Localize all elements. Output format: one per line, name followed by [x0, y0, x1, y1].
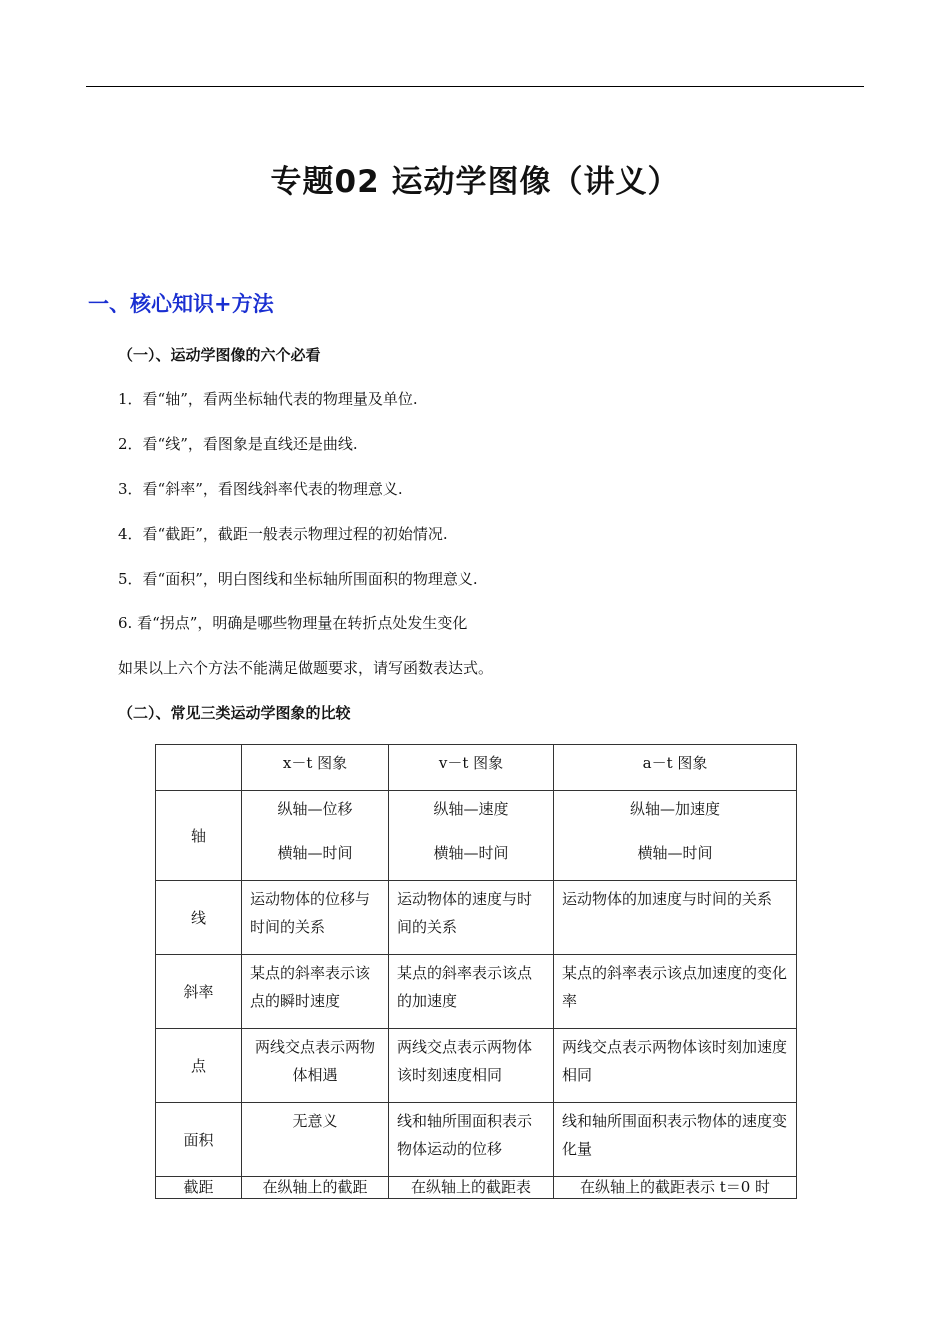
table-cell: 运动物体的加速度与时间的关系 — [554, 881, 797, 955]
table-header-cell: x－t 图象 — [242, 745, 389, 791]
table-header-row — [156, 745, 797, 791]
table-row — [156, 1177, 797, 1199]
table-cell: 某点的斜率表示该点的加速度 — [389, 955, 554, 1029]
table-cell: 某点的斜率表示该点的瞬时速度 — [242, 955, 389, 1029]
list-item: 3．看“斜率”，看图线斜率代表的物理意义. — [118, 480, 403, 498]
table-cell: 某点的斜率表示该点加速度的变化率 — [554, 955, 797, 1029]
row-label: 面积 — [156, 1103, 242, 1177]
list-item: 6. 看“拐点”，明确是哪些物理量在转折点处发生变化 — [118, 614, 468, 632]
table-header-cell: a－t 图象 — [554, 745, 797, 791]
table-cell: 在纵轴上的截距表示 t＝0 时 — [554, 1177, 797, 1199]
table-cell: 运动物体的速度与时间的关系 — [389, 881, 554, 955]
table-cell: 线和轴所围面积表示物体运动的位移 — [389, 1103, 554, 1177]
list-item: 如果以上六个方法不能满足做题要求，请写函数表达式。 — [118, 659, 494, 677]
table-cell: 纵轴—速度 横轴—时间 — [389, 791, 554, 881]
table-cell: 纵轴—加速度 横轴—时间 — [554, 791, 797, 881]
list-item: 5．看“面积”，明白图线和坐标轴所围面积的物理意义. — [118, 570, 478, 588]
row-label: 点 — [156, 1029, 242, 1103]
subheading-six-checks: （一）、运动学图像的六个必看 — [118, 346, 321, 364]
table-cell: 两线交点表示两物体相遇 — [242, 1029, 389, 1103]
table-cell: 纵轴—位移 横轴—时间 — [242, 791, 389, 881]
table-row — [156, 955, 797, 1029]
row-label: 轴 — [156, 791, 242, 881]
table-row — [156, 1103, 797, 1177]
table-row — [156, 881, 797, 955]
table-row — [156, 791, 797, 881]
table-header-cell — [156, 745, 242, 791]
table-cell: 在纵轴上的截距 — [242, 1177, 389, 1199]
table-cell: 两线交点表示两物体该时刻加速度相同 — [554, 1029, 797, 1103]
list-item: 1．看“轴”，看两坐标轴代表的物理量及单位. — [118, 390, 418, 408]
row-label: 截距 — [156, 1177, 242, 1199]
row-label: 线 — [156, 881, 242, 955]
table-row — [156, 1029, 797, 1103]
comparison-table — [155, 744, 797, 1199]
table-header-cell: v－t 图象 — [389, 745, 554, 791]
table-cell: 线和轴所围面积表示物体的速度变化量 — [554, 1103, 797, 1177]
subheading-comparison: （二）、常见三类运动学图象的比较 — [118, 704, 351, 722]
table-cell: 在纵轴上的截距表 — [389, 1177, 554, 1199]
table-cell: 无意义 — [242, 1103, 389, 1177]
table-cell: 运动物体的位移与时间的关系 — [242, 881, 389, 955]
table-cell: 两线交点表示两物体该时刻速度相同 — [389, 1029, 554, 1103]
list-item: 4．看“截距”，截距一般表示物理过程的初始情况. — [118, 525, 448, 543]
header-rule — [86, 86, 864, 87]
list-item: 2．看“线”，看图象是直线还是曲线. — [118, 435, 358, 453]
page-title: 专题02 运动学图像（讲义） — [270, 164, 680, 200]
section-heading: 一、核心知识+方法 — [88, 292, 274, 316]
row-label: 斜率 — [156, 955, 242, 1029]
